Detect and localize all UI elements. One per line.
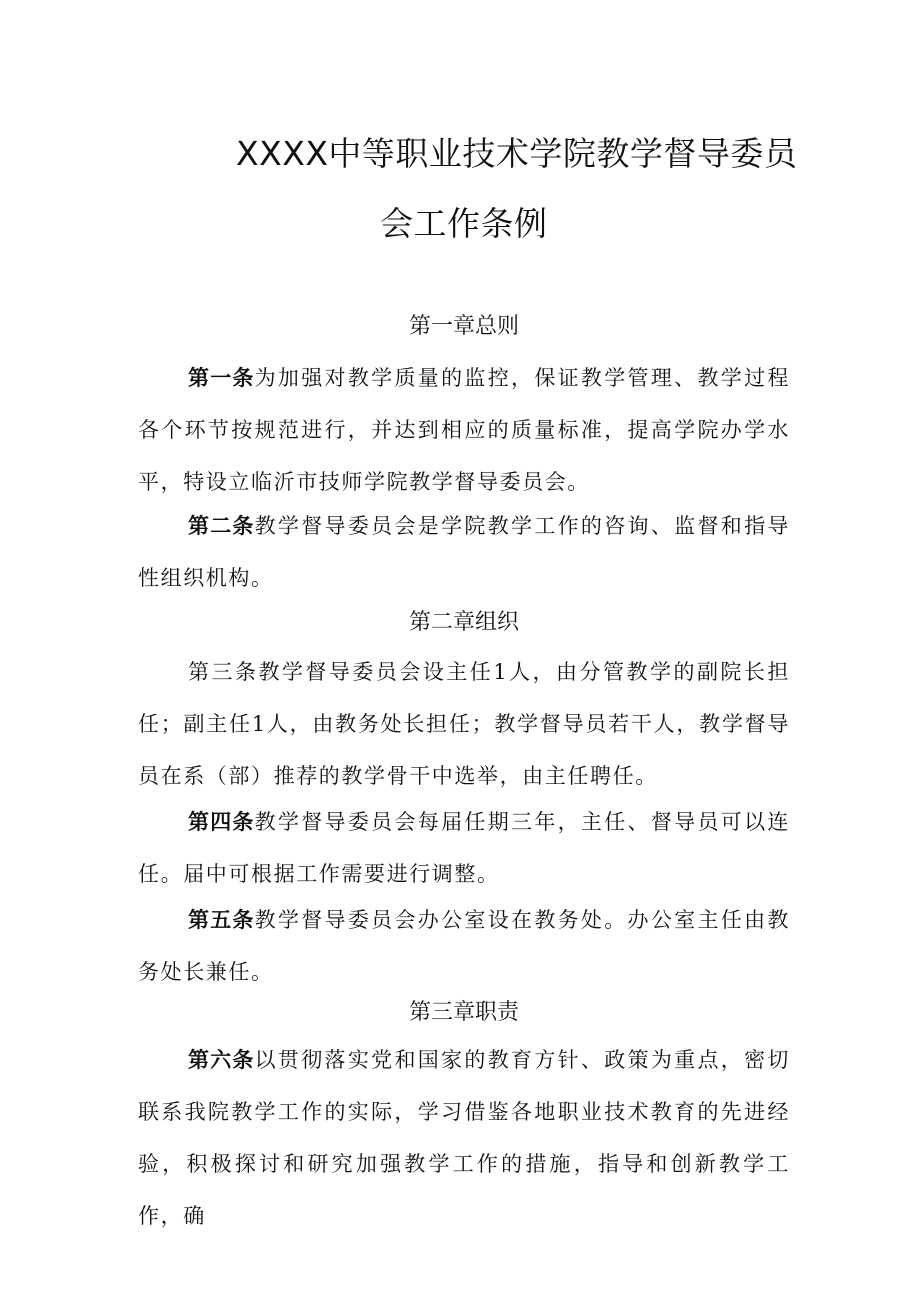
- chapter-heading-1: 第一章总则: [408, 314, 519, 339]
- article-3: [138, 646, 790, 802]
- article-6: [138, 1034, 790, 1242]
- article-5-text: 教学督导委员会办公室设在教务处。办公室主任由教务处长兼任。: [138, 908, 790, 984]
- document-title-line-2: 会工作条例: [380, 204, 548, 243]
- article-4-number: 第四条: [188, 810, 255, 834]
- article-4-text: 教学督导委员会每届任期三年，主任、督导员可以连任。届中可根据工作需要进行调整。: [138, 810, 790, 886]
- chapter-heading-2: 第二章组织: [408, 610, 519, 635]
- article-4: [138, 796, 790, 900]
- article-2: [138, 500, 790, 604]
- article-2-text: 教学督导委员会是学院教学工作的咨询、监督和指导性组织机构。: [138, 514, 790, 590]
- article-1: [138, 352, 790, 508]
- article-5-number: 第五条: [188, 908, 255, 932]
- article-6-number: 第六条: [188, 1048, 255, 1072]
- article-1-text: 为加强对教学质量的监控，保证教学管理、教学过程各个环节按规范进行，并达到相应的质量标准，提高学院办学水平，特设立临沂市技师学院教学督导委员会。: [138, 366, 790, 494]
- chapter-heading-3: 第三章职责: [408, 1000, 519, 1025]
- article-2-number: 第二条: [188, 514, 255, 538]
- article-5: [138, 894, 790, 998]
- document-title-line-1: XXXX中等职业技术学院教学督导委员: [236, 134, 798, 173]
- article-6-text: 以贯彻落实党和国家的教育方针、政策为重点，密切联系我院教学工作的实际，学习借鉴各地职业技术教育的先进经验，积极探讨和研究加强教学工作的措施，指导和创新教学工作，确: [138, 1048, 790, 1228]
- article-3-text: 第三条教学督导委员会设主任1人，由分管教学的副院长担任；副主任1人，由教务处长担任；教学督导员若干人，教学督导员在系（部）推荐的教学骨干中选举，由主任聘任。: [138, 660, 790, 788]
- article-1-number: 第一条: [188, 366, 255, 390]
